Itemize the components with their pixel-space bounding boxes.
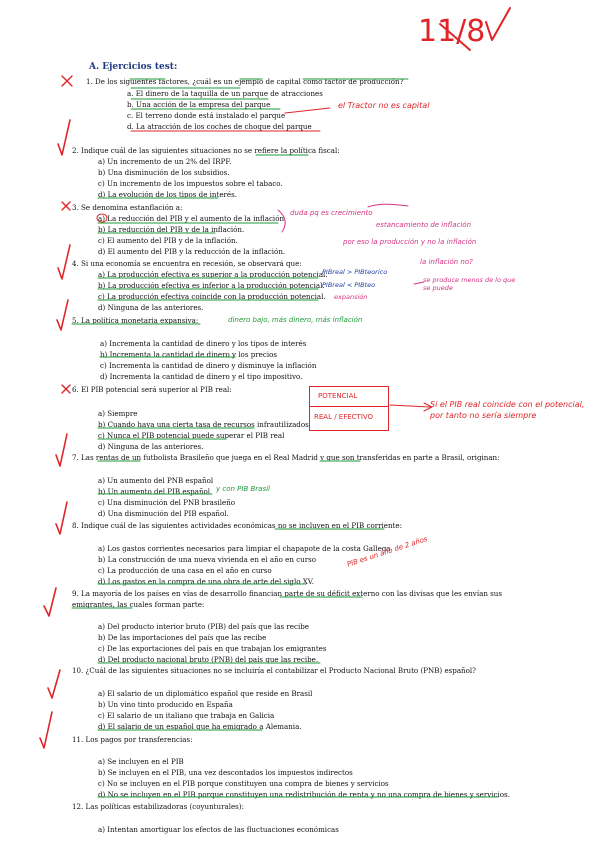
question-11-option: a) Se incluyen en el PIB <box>98 757 184 766</box>
check-icon <box>58 245 70 279</box>
question-6-option: b) Cuando haya una cierta tasa de recursos infrautilizados <box>98 420 309 429</box>
question-5: 5. La política monetaria expansiva: <box>72 316 199 325</box>
note-q8: PIB es un año de 2 años <box>346 534 429 569</box>
question-1-option: d. La atracción de los coches de choque del parque <box>127 122 312 131</box>
note-q7: y con PIB Brasil <box>216 485 270 493</box>
check-icon <box>56 434 67 466</box>
box-divider <box>310 406 388 407</box>
note-q5: dinero bajo, más dinero, más inflación <box>228 316 363 324</box>
note-q3-a: duda pq es crecimiento <box>290 209 373 217</box>
note-q3-c: por eso la producción y no la inflación <box>343 238 477 246</box>
question-10-option: b) Un vino tinto producido en España <box>98 700 233 709</box>
potencial-real-box <box>309 386 389 431</box>
check-icon <box>48 670 60 698</box>
question-6-option: d) Ninguna de las anteriores. <box>98 442 204 451</box>
box-potencial: POTENCIAL <box>318 392 358 400</box>
circle-scribble <box>368 204 408 207</box>
question-2-option: d) La evolución de los tipos de interés. <box>98 190 238 199</box>
question-1-option: c. El terreno donde está instalado el parque <box>127 111 286 120</box>
question-9-cont: emigrantes, las cuales forman parte: <box>72 600 205 609</box>
score-mark: 11/8 <box>418 14 486 49</box>
question-4-option: c) La producción efectiva coincide con la producción potencial. <box>98 292 326 301</box>
question-6-option: c) Nunca el PIB potencial puede superar el PIB real <box>98 431 285 440</box>
question-12: 12. Las políticas estabilizadoras (coyunturales): <box>72 802 244 811</box>
check-icon <box>58 120 70 155</box>
note-q3-b: estancamiento de inflación <box>376 221 472 229</box>
note-q4-d: expansión <box>334 293 368 301</box>
question-4: 4. Si una economía se encuentra en recesión, se observará que: <box>72 259 302 268</box>
check-icon <box>44 588 56 616</box>
question-3-option: a) La reducción del PIB y el aumento de la inflación <box>98 214 285 223</box>
question-9-option: a) Del producto interior bruto (PIB) del país que las recibe <box>98 622 309 631</box>
question-5-option: a) Incrementa la cantidad de dinero y los tipos de interés <box>100 339 307 348</box>
question-2: 2. Indique cuál de las siguientes situaciones no se refiere la política fiscal: <box>72 146 340 155</box>
note-q3-d: la inflación no? <box>420 258 473 266</box>
question-2-option: a) Un incremento de un 2% del IRPF. <box>98 157 232 166</box>
question-3-option: d) El aumento del PIB y la reducción de la inflación. <box>98 247 286 256</box>
question-8-option: d) Los gastos en la compra de una obra de arte del siglo XV. <box>98 577 314 586</box>
question-9-option: b) De las importaciones del país que las recibe <box>98 633 267 642</box>
question-3-option: b) La reducción del PIB y de la inflación. <box>98 225 245 234</box>
question-5-option: b) Incrementa la cantidad de dinero y los precios <box>100 350 278 359</box>
question-7: 7. Las rentas de un futbolista Brasileño que juega en el Real Madrid y que son transferidas en parte a Brasil, originan: <box>72 453 500 462</box>
question-7-option: d) Una disminución del PIB español. <box>98 509 229 518</box>
question-10-option: a) El salario de un diplomático español que reside en Brasil <box>98 689 313 698</box>
cross-icon <box>62 76 72 86</box>
question-3: 3. Se denomina estanflación a: <box>72 203 183 212</box>
box-real: REAL / EFECTIVO <box>314 413 374 421</box>
question-5-option: d) Incrementa la cantidad de dinero y el tipo impositivo. <box>100 372 303 381</box>
question-9: 9. La mayoría de los países en vías de desarrollo financian parte de su déficit externo con las divisas que les envían sus <box>72 589 502 598</box>
question-9-option: c) De las exportaciones del país en que trabajan los emigrantes <box>98 644 327 653</box>
question-4-option: b) La producción efectiva es inferior a la producción potencial. <box>98 281 325 290</box>
section-title: A. Ejercicios test: <box>89 62 178 72</box>
arrow-icon <box>285 108 330 113</box>
question-11-option: d) No se incluyen en el PIB porque constituyen una redistribución de renta y no una compra de bienes y servicios. <box>98 790 510 799</box>
question-1-option: b. Una acción de la empresa del parque <box>127 100 271 109</box>
question-4-option: a) La producción efectiva es superior a la producción potencial. <box>98 270 328 279</box>
note-q1: el Tractor no es capital <box>338 101 430 110</box>
question-3-option: c) El aumento del PIB y de la inflación. <box>98 236 238 245</box>
question-11: 11. Los pagos por transferencias: <box>72 735 193 744</box>
question-6: 6. El PIB potencial será superior al PIB real: <box>72 385 232 394</box>
question-12-option: a) Intentan amortiguar los efectos de las fluctuaciones económicas <box>98 825 339 834</box>
question-1: 1. De los siguientes factores, ¿cuál es un ejemplo de capital como factor de producción? <box>86 77 404 86</box>
question-7-option: b) Un aumento del PIB español <box>98 487 211 496</box>
arrow-icon <box>390 405 430 407</box>
note-q6: Si el PIB real coincide con el potencial, por tanto no sería siempre <box>430 400 585 420</box>
question-2-option: b) Una disminución de los subsidios. <box>98 168 230 177</box>
question-1-option: a. El dinero de la taquilla de un parque de atracciones <box>127 89 323 98</box>
question-9-option: d) Del producto nacional bruto (PNB) del país que las recibe. <box>98 655 319 664</box>
note-q4-b: PIBreal < PIBteo <box>322 281 376 289</box>
cross-icon <box>62 385 70 393</box>
note-q4-a: PIBreal > PIBteorico <box>322 268 388 276</box>
check-icon <box>56 502 67 534</box>
question-8-option: b) La construcción de una nueva vivienda en el año en curso <box>98 555 317 564</box>
question-8: 8. Indique cuál de las siguientes actividades económicas no se incluyen en el PIB corriente: <box>72 521 402 530</box>
question-2-option: c) Un incremento de los impuestos sobre el tabaco. <box>98 179 283 188</box>
note-q4-c: se produce menos de lo que se puede <box>423 276 516 292</box>
question-11-option: c) No se incluyen en el PIB porque constituyen una compra de bienes y servicios <box>98 779 389 788</box>
question-11-option: b) Se incluyen en el PIB, una vez descontados los impuestos indirectos <box>98 768 353 777</box>
question-7-option: c) Una disminución del PNB brasileño <box>98 498 236 507</box>
question-6-option: a) Siempre <box>98 409 138 418</box>
question-8-option: c) La producción de una casa en el año en curso <box>98 566 272 575</box>
question-10: 10. ¿Cuál de las siguientes situaciones no se incluiría el contabilizar el Producto Nacional Bruto (PNB) español? <box>72 666 476 675</box>
question-5-option: c) Incrementa la cantidad de dinero y disminuye la inflación <box>100 361 317 370</box>
question-10-option: d) El salario de un español que ha emigrado a Alemania. <box>98 722 302 731</box>
question-4-option: d) Ninguna de las anteriores. <box>98 303 204 312</box>
cross-icon <box>62 202 70 210</box>
check-icon <box>40 712 52 748</box>
question-7-option: a) Un aumento del PNB español <box>98 476 214 485</box>
score-check-icon <box>486 8 510 40</box>
check-icon <box>57 300 68 330</box>
question-8-option: a) Los gastos corrientes necesarios para limpiar el chapapote de la costa Gallega <box>98 544 391 553</box>
question-10-option: c) El salario de un italiano que trabaja en Galicia <box>98 711 275 720</box>
